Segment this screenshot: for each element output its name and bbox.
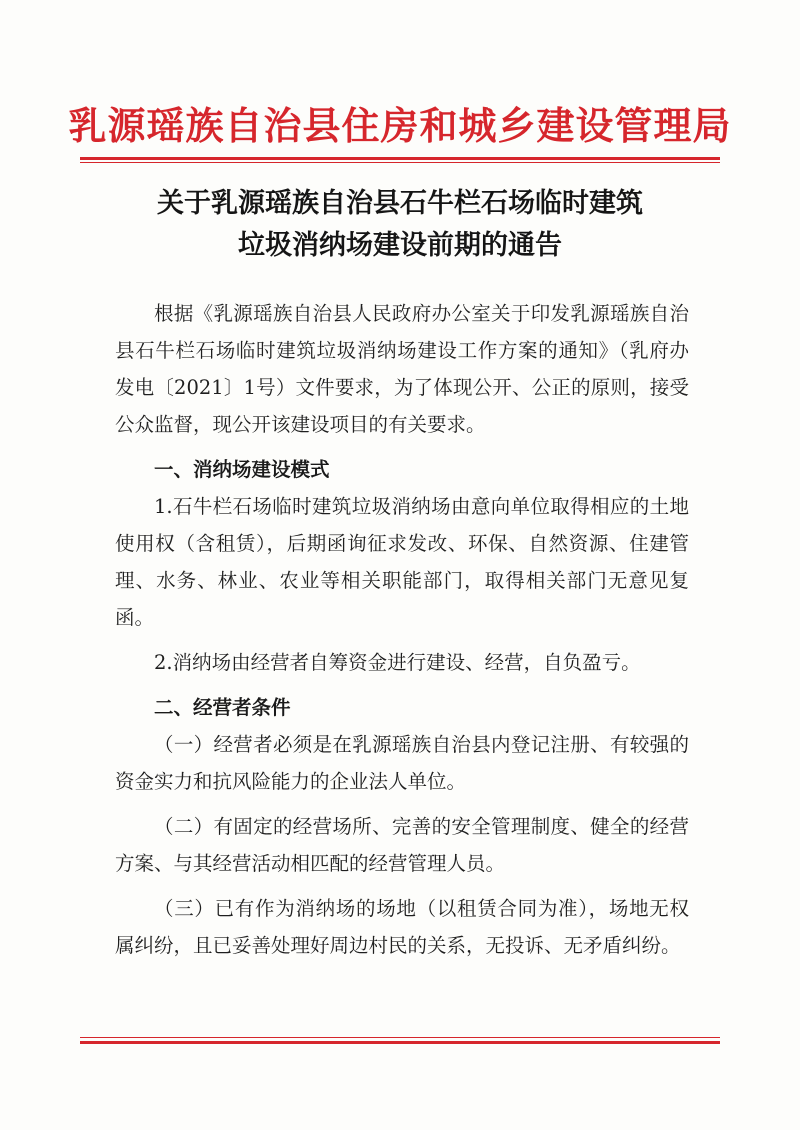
masthead-rule-thick: [80, 157, 720, 160]
notice-title-line-1: 关于乳源瑶族自治县石牛栏石场临时建筑: [157, 188, 643, 219]
notice-title-line-2: 垃圾消纳场建设前期的通告: [238, 230, 562, 261]
section-2-heading: 二、经营者条件: [154, 696, 291, 719]
section-1-item-2: 2.消纳场由经营者自筹资金进行建设、经营，自负盈亏。: [154, 651, 641, 674]
section-2-item-2: （二）有固定的经营场所、完善的安全管理制度、健全的经营方案、与其经营活动相匹配的经营管理人员。: [115, 815, 689, 875]
section-1-heading: 一、消纳场建设模式: [154, 458, 330, 481]
footer-rule-thin: [80, 1037, 720, 1038]
masthead-rule-thin: [80, 162, 720, 163]
section-2-item-1: （一）经营者必须是在乳源瑶族自治县内登记注册、有较强的资金实力和抗风险能力的企业法人单位。: [115, 733, 689, 793]
section-1-item-1: 1.石牛栏石场临时建筑垃圾消纳场由意向单位取得相应的土地使用权（含租赁），后期函询征求发改、环保、自然资源、住建管理、水务、林业、农业等相关职能部门，取得相关部门无意见复函。: [115, 495, 689, 629]
notice-body: [115, 295, 689, 964]
footer-rule-thick: [80, 1041, 720, 1044]
notice-title: [0, 183, 800, 267]
section-2-item-3: （三）已有作为消纳场的场地（以租赁合同为准），场地无权属纠纷，且已妥善处理好周边村民的关系，无投诉、无矛盾纠纷。: [115, 897, 689, 957]
intro-paragraph: 根据《乳源瑶族自治县人民政府办公室关于印发乳源瑶族自治县石牛栏石场临时建筑垃圾消纳场建设工作方案的通知》（乳府办发电〔2021〕1号）文件要求，为了体现公开、公正的原则，接受公众监督，现公开该建设项目的有关要求。: [115, 302, 689, 436]
issuing-authority-masthead: 乳源瑶族自治县住房和城乡建设管理局: [68, 104, 732, 148]
